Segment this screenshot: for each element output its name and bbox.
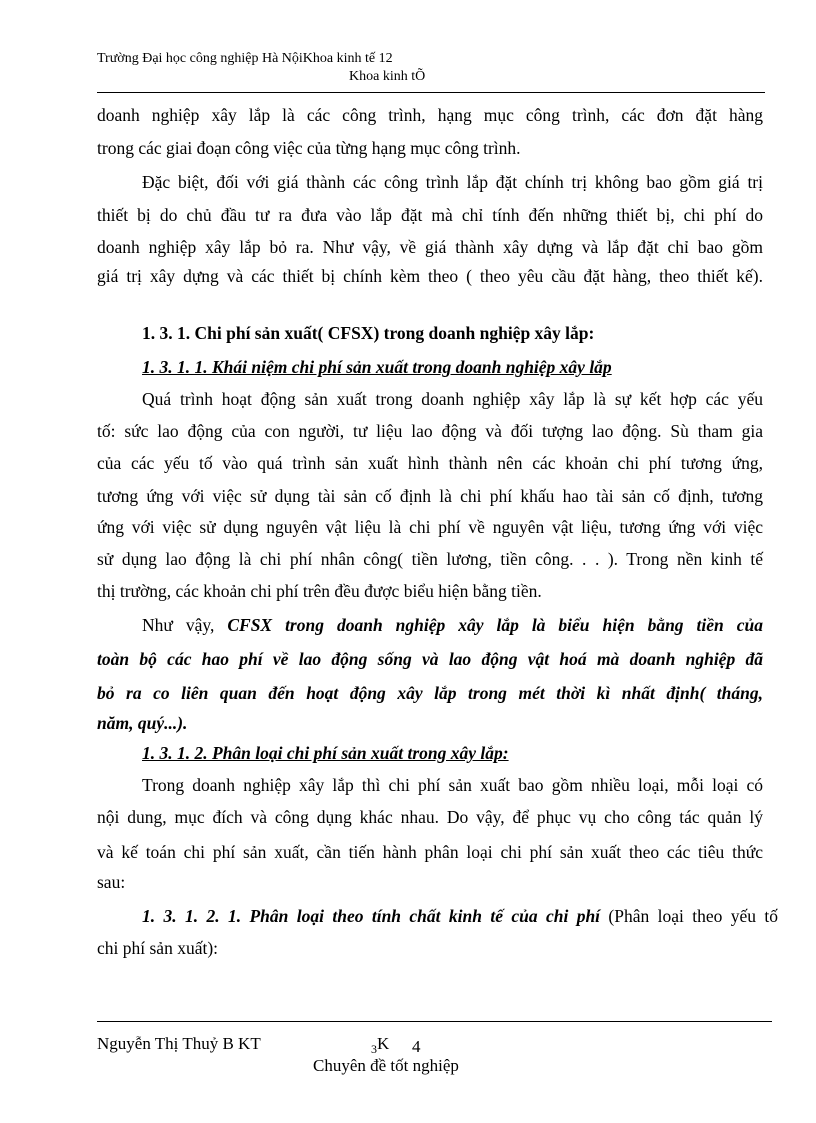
text-line: Trong doanh nghiệp xây lắp thì chi phí sản xuất bao gồm nhiều loại, mỗi loại có (142, 775, 763, 795)
text-line: trong các giai đoạn công việc của từng hạng mục công trình. (97, 138, 521, 158)
footer-code (371, 1034, 389, 1057)
text-line: thị trường, các khoản chi phí trên đều được biểu hiện bằng tiền. (97, 581, 542, 601)
footer-code-sub: 3 (371, 1042, 377, 1056)
text-line: của các yếu tố vào quá trình sản xuất hình thành nên các khoản chi phí tương ứng, (97, 453, 763, 473)
footer-rule (97, 1021, 772, 1022)
text-line: doanh nghiệp xây lắp bỏ ra. Như vậy, về giá thành xây dựng và lắp đặt chỉ bao gồm (97, 237, 763, 257)
text-line: chi phí sản xuất): (97, 938, 219, 958)
text-line: tương ứng với việc sử dụng tài sản cố định là chi phí khấu hao tài sản cố định, tương (97, 486, 763, 506)
text-line: tố: sức lao động của con người, tư liệu lao động và đối tượng lao động. Sù tham gia (97, 421, 763, 441)
text-line: Đặc biệt, đối với giá thành các công trình lắp đặt chính trị không bao gồm giá trị (142, 172, 763, 192)
section-heading-13121 (142, 906, 778, 926)
definition-lead: Như vậy, (142, 615, 215, 635)
text-line: thiết bị do chủ đầu tư ra đưa vào lắp đặt mà chỉ tính đến những thiết bị, chi phí do (97, 205, 763, 225)
footer-author: Nguyễn Thị Thuỷ B KT (97, 1034, 261, 1053)
header-left: Trường Đại học công nghiệp Hà Nội (97, 51, 303, 66)
text-line: doanh nghiệp xây lắp là các công trình, hạng mục công trình, các đơn đặt hàng (97, 105, 763, 125)
text-line: giá trị xây dựng và các thiết bị chính kèm theo ( theo yêu cầu đặt hàng, theo thiết kế). (97, 266, 763, 286)
section-heading-1311: 1. 3. 1. 1. Khái niệm chi phí sản xuất trong doanh nghiệp xây lắp (142, 357, 612, 377)
header-dept: Khoa kinh tÕ (349, 69, 426, 84)
text-line: và kế toán chi phí sản xuất, cần tiến hành phân loại chi phí sản xuất theo các tiêu thức (97, 842, 763, 862)
header-rule (97, 92, 765, 93)
footer-title: Chuyên đề tốt nghiệp (313, 1056, 459, 1075)
text-line: Quá trình hoạt động sản xuất trong doanh nghiệp xây lắp là sự kết hợp các yếu (142, 389, 763, 409)
definition-line: năm, quý...). (97, 713, 188, 733)
section-heading-131: 1. 3. 1. Chi phí sản xuất( CFSX) trong doanh nghiệp xây lắp: (142, 323, 595, 343)
definition-line: toàn bộ các hao phí về lao động sống và lao động vật hoá mà doanh nghiệp đã (97, 649, 763, 669)
definition-text: CFSX trong doanh nghiệp xây lắp là biểu hiện bằng tiền của (227, 615, 763, 635)
section-heading-13121-rest: (Phân loại theo yếu tố (608, 906, 778, 926)
text-line: ứng với việc sử dụng nguyên vật liệu là chi phí về nguyên vật liệu, tương ứng với việc (97, 517, 763, 537)
header-right: Khoa kinh tế 12 (302, 51, 393, 66)
text-line: sử dụng lao động là chi phí nhân công( tiền lương, tiền công. . . ). Trong nền kinh tế (97, 549, 763, 569)
text-line: nội dung, mục đích và công dụng khác nhau. Do vậy, để phục vụ cho công tác quản lý (97, 807, 763, 827)
definition-line (142, 615, 763, 635)
footer-code-k: K (377, 1034, 390, 1053)
section-heading-1312: 1. 3. 1. 2. Phân loại chi phí sản xuất trong xây lắp: (142, 743, 509, 763)
header-school (97, 51, 393, 67)
section-heading-13121-title: 1. 3. 1. 2. 1. Phân loại theo tính chất kinh tế của chi phí (142, 906, 601, 926)
text-line: sau: (97, 872, 126, 892)
footer-page-number: 4 (412, 1037, 421, 1056)
definition-line: bỏ ra co liên quan đến hoạt động xây lắp trong mét thời kì nhất định( tháng, (97, 683, 763, 703)
